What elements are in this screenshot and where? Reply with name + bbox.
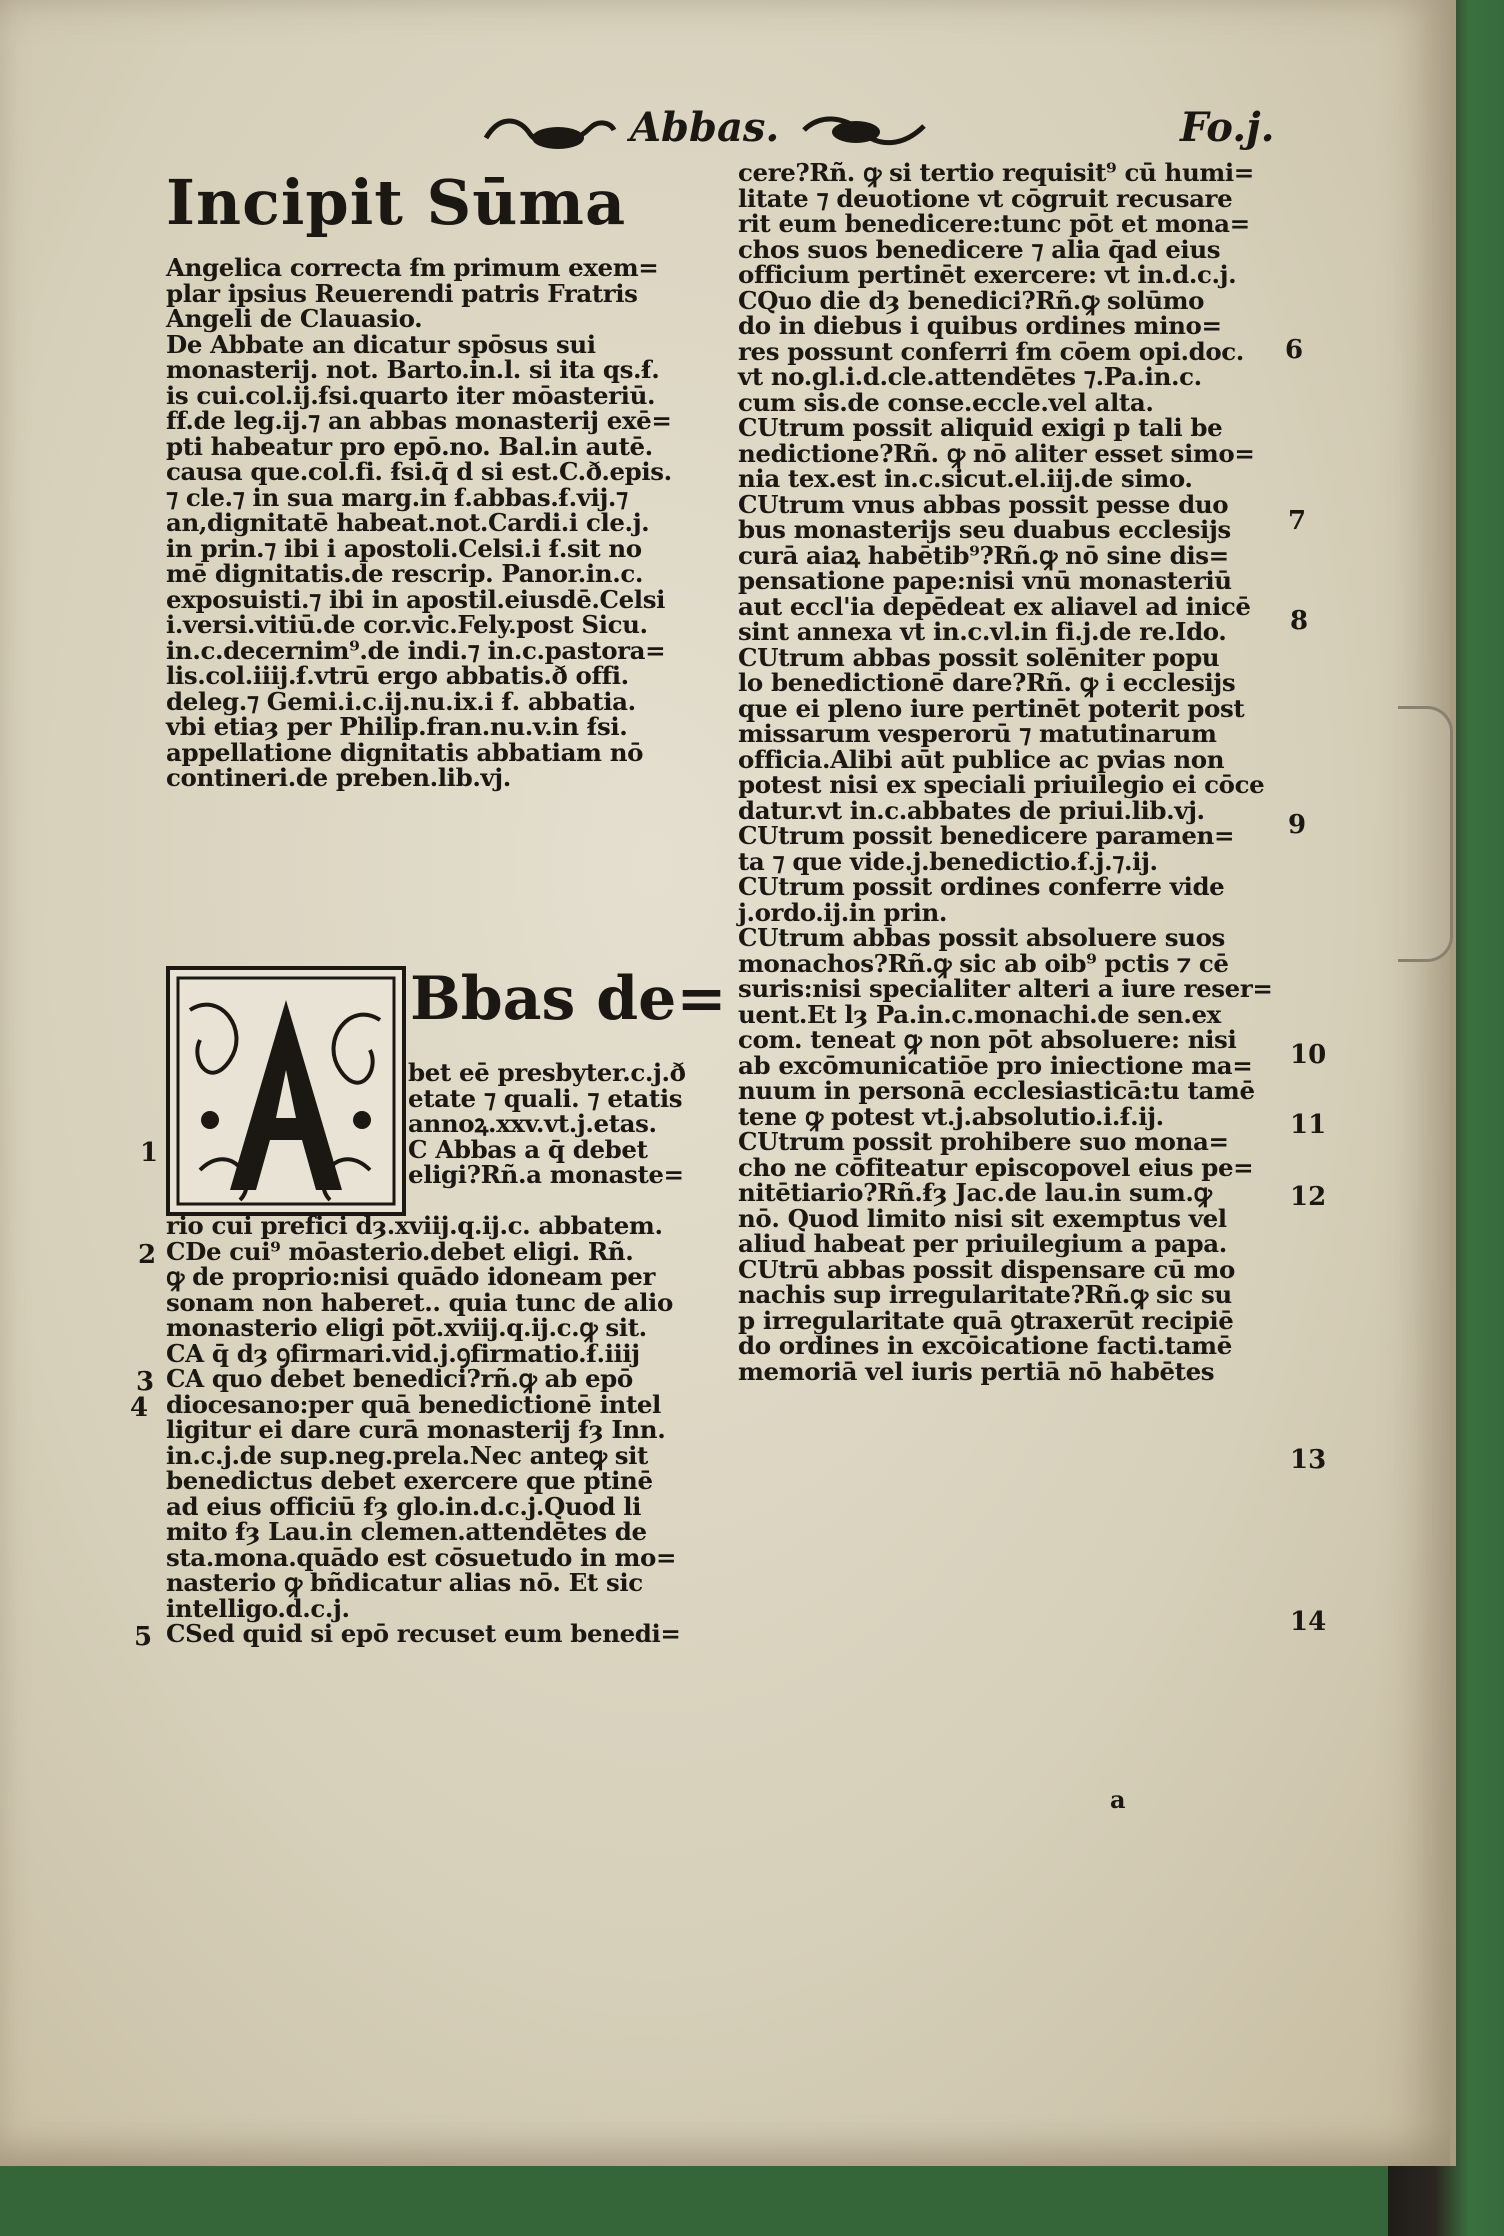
text-line: monachos?Rñ.ꝙ sic ab oib⁹ pctis ⁊ cē [738,948,1229,978]
text-line: rit eum benedicere:tunc pōt et mona= [738,209,1250,238]
text-line: nitētiario?Rñ.ẜȝ Jac.de lau.in sum.ꝙ [738,1178,1212,1207]
text-line: memoriā vel iuris pertiā nō habētes [738,1356,1215,1386]
text-line: CUtrū abbas possit dispensare cū mo [738,1254,1235,1284]
margin-number: 13 [1290,1445,1327,1475]
left-column-beside-initial [408,1060,728,1188]
signature-mark: a [1110,1785,1126,1814]
text-line: bet eē presbyter.c.j.ð [408,1058,686,1087]
margin-number: 3 [136,1367,155,1397]
text-line: plar ipsius Reuerendi patris Fratris [166,278,638,308]
text-line: com. teneat ꝙ non pōt absoluere: nisi [738,1025,1237,1054]
text-line: an,dignitatē habeat.not.Cardi.i cle.j. [166,508,650,537]
text-line: officia.Alibi aūt publice ac pvias non [738,744,1225,774]
text-line: in.c.decernim⁹.de indi.⁊ in.c.pastora= [166,635,666,665]
text-line: curā aiaꝝ habētib⁹?Rñ.ꝙ nō sine dis= [738,540,1229,570]
text-line: j.ordo.ij.in prin. [738,897,948,927]
text-line: CUtrum abbas possit absoluere suos [738,923,1225,952]
right-column [738,160,1298,1384]
text-line: benedictus debet exercere que ptinē [166,1466,653,1495]
margin-number: 9 [1288,810,1307,840]
right-flourish-ornament [800,108,930,154]
text-line: que ei pleno iure pertinēt poterit post [738,693,1245,723]
text-line: CUtrum possit benedicere paramen= [738,821,1235,850]
text-line: litate ⁊ deuotione vt cōgruit recusare [738,183,1233,213]
margin-number: 11 [1290,1110,1327,1140]
text-line: ligitur ei dare curā monasterij ẜȝ Inn. [166,1415,666,1444]
text-line: contineri.de preben.lib.vj. [166,763,511,792]
text-line: Angeli de Clauasio. [166,304,423,333]
text-line: tene ꝙ potest vt.j.absolutio.i.ẜ.ij. [738,1101,1164,1131]
text-line: C Abbas a q̄ debet [408,1134,648,1164]
text-line: CQuo die dȝ benedici?Rñ.ꝙ solūmo [738,285,1205,315]
text-line: nō. Quod limito nisi sit exemptus vel [738,1203,1227,1233]
text-line: officium pertinēt exercere: vt in.d.c.j. [738,260,1237,289]
text-line: ꝙ de proprio:nisi quādo idoneam per [166,1262,655,1291]
folio-number: Fo.j. [1180,104,1275,151]
text-line: rio cui prefici dȝ.xviij.q.ij.c. abbatem. [166,1211,663,1240]
text-line: suris:nisi specialiter alteri a iure reser= [738,974,1273,1003]
text-line: ff.de leg.ij.⁊ an abbas monasterij exē= [166,406,672,435]
text-line: CDe cui⁹ mōasterio.debet eligi. Rñ. [166,1236,634,1266]
text-line: chos suos benedicere ⁊ alia q̄ad eius [738,234,1221,264]
text-line: cum sis.de conse.eccle.vel alta. [738,387,1154,417]
text-line: CUtrum possit ordines conferre vide [738,872,1225,901]
text-line: etate ⁊ quali. ⁊ etatis [408,1083,683,1113]
margin-number: 4 [130,1393,149,1423]
text-line: in prin.⁊ ibi i apostoli.Celsi.i ẜ.sit no [166,533,642,563]
text-line: nuum in personā ecclesiasticā:tu tamē [738,1076,1255,1105]
text-line: res possunt conferri ẜm cōem opi.doc. [738,336,1244,366]
margin-number: 2 [138,1240,157,1270]
text-line: do in diebus i quibus ordines mino= [738,311,1222,340]
text-line: vt no.gl.i.d.cle.attendētes ⁊.Pa.in.c. [738,362,1202,391]
text-line: monasterij. not. Barto.in.l. si ita qs.ẜ. [166,355,660,384]
text-line: CUtrum abbas possit solēniter popu [738,642,1220,672]
margin-number: 12 [1290,1182,1327,1212]
margin-number: 14 [1290,1607,1327,1637]
text-line: bus monasterijs seu duabus ecclesijs [738,515,1231,544]
left-flourish-ornament [480,108,620,154]
text-line: nachis sup irregularitate?Rñ.ꝙ sic su [738,1280,1232,1309]
decorated-initial [166,966,406,1216]
text-line: p irregularitate quā ꝯtraxerūt recipiē [738,1305,1234,1335]
text-line: datur.vt in.c.abbates de priui.lib.vj. [738,795,1205,825]
page-clip [1398,706,1453,962]
text-line: appellatione dignitatis abbatiam nō [166,737,644,767]
text-line: cere?Rñ. ꝙ si tertio requisit⁹ cū humi= [738,158,1254,187]
text-line: annoꝝ.xxv.vt.j.etas. [408,1109,657,1138]
abbas-heading: Bbas de= [410,964,727,1034]
running-header [480,104,1410,156]
text-line: aliud habeat per priuilegium a papa. [738,1229,1227,1258]
text-line: CUtrum possit prohibere suo mona= [738,1127,1229,1156]
text-line: mito ẜȝ Lau.in clemen.attendētes de [166,1517,647,1546]
text-line: ⁊ cle.⁊ in sua marg.in ẜ.abbas.ẜ.vij.⁊ [166,482,628,512]
text-line: missarum vesperorū ⁊ matutinarum [738,719,1217,748]
text-line: monasterio eligi pōt.xviij.q.ij.c.ꝙ sit. [166,1313,647,1342]
text-line: CUtrum possit aliquid exigi p tali be [738,413,1223,442]
margin-number: 6 [1285,335,1304,365]
text-line: aut eccl'ia depēdeat ex aliavel ad inicē [738,591,1251,621]
text-line: nasterio ꝙ bñdicatur alias nō. Et sic [166,1568,643,1597]
text-line: cho ne cōfiteatur episcopovel eius pe= [738,1152,1254,1182]
text-line: lis.col.iiij.ẜ.vtrū ergo abbatis.ð offi. [166,661,629,690]
margin-number: 8 [1290,606,1309,636]
text-line: CA q̄ dȝ ꝯfirmari.vid.j.ꝯfirmatio.ẜ.iiij [166,1338,640,1368]
text-line: vbi etiaȝ per Philip.fran.nu.v.in ẜsi. [166,712,628,741]
text-line: CA quo debet benedici?rñ.ꝙ ab epō [166,1364,633,1393]
margin-number: 5 [134,1622,153,1652]
text-line: in.c.j.de sup.neg.prela.Nec anteꝙ sit [166,1440,648,1470]
text-line: mē dignitatis.de rescrip. Panor.in.c. [166,559,644,588]
text-line: diocesano:per quā benedictionē intel [166,1389,661,1419]
text-line: eligi?Rñ.a monaste= [408,1160,684,1189]
text-line: nia tex.est in.c.sicut.el.iij.de simo. [738,464,1193,493]
text-line: pti habeatur pro epō.no. Bal.in autē. [166,431,653,461]
text-line: deleg.⁊ Gemi.i.c.ij.nu.ix.i ẜ. abbatia. [166,686,636,716]
text-line: sonam non haberet.. quia tunc de alio [166,1287,673,1317]
header-title: Abbas. [630,104,780,151]
initial-ornament [170,970,402,1212]
text-line: intelligo.d.c.j. [166,1593,350,1623]
margin-number: 1 [140,1138,159,1168]
text-line: sta.mona.quādo est cōsuetudo in mo= [166,1542,677,1572]
margin-number: 10 [1290,1040,1327,1070]
text-line: potest nisi ex speciali priuilegio ei cōce [738,770,1265,799]
text-line: exposuisti.⁊ ibi in apostil.eiusdē.Celsi [166,584,666,614]
left-column-top [166,255,726,791]
text-line: De Abbate an dicatur spōsus sui [166,329,596,359]
incipit-heading: Incipit Sūma [166,166,627,239]
text-line: ab excōmunicatiōe pro iniectione ma= [738,1050,1253,1080]
text-line: ta ⁊ que vide.j.benedictio.ẜ.j.⁊.ij. [738,846,1158,876]
left-column-lower [166,1213,726,1647]
text-line: nedictione?Rñ. ꝙ nō aliter esset simo= [738,438,1255,468]
text-line: lo benedictionē dare?Rñ. ꝙ i ecclesijs [738,668,1236,697]
text-line: pensatione pape:nisi vnū monasteriū [738,566,1232,595]
text-line: is cui.col.ij.ẜsi.quarto iter mōasteriū. [166,380,656,410]
text-line: causa que.col.fi. ẜsi.q̄ d si est.C.ð.epis. [166,457,672,486]
text-line: do ordines in excōicatione facti.tamē [738,1331,1232,1360]
text-line: sint annexa vt in.c.vl.in fi.j.de re.Ido. [738,617,1227,646]
text-line: CUtrum vnus abbas possit pesse duo [738,489,1229,519]
text-line: uent.Et lȝ Pa.in.c.monachi.de sen.ex [738,999,1221,1029]
margin-number: 7 [1288,506,1307,536]
text-line: CSed quid si epō recuset eum benedi= [166,1619,681,1648]
text-line: Angelica correcta ẜm primum exem= [166,253,659,282]
text-line: i.versi.vitiū.de cor.vic.Fely.post Sicu. [166,610,648,639]
text-line: ad eius officiū ẜȝ glo.in.d.c.j.Quod li [166,1491,642,1521]
